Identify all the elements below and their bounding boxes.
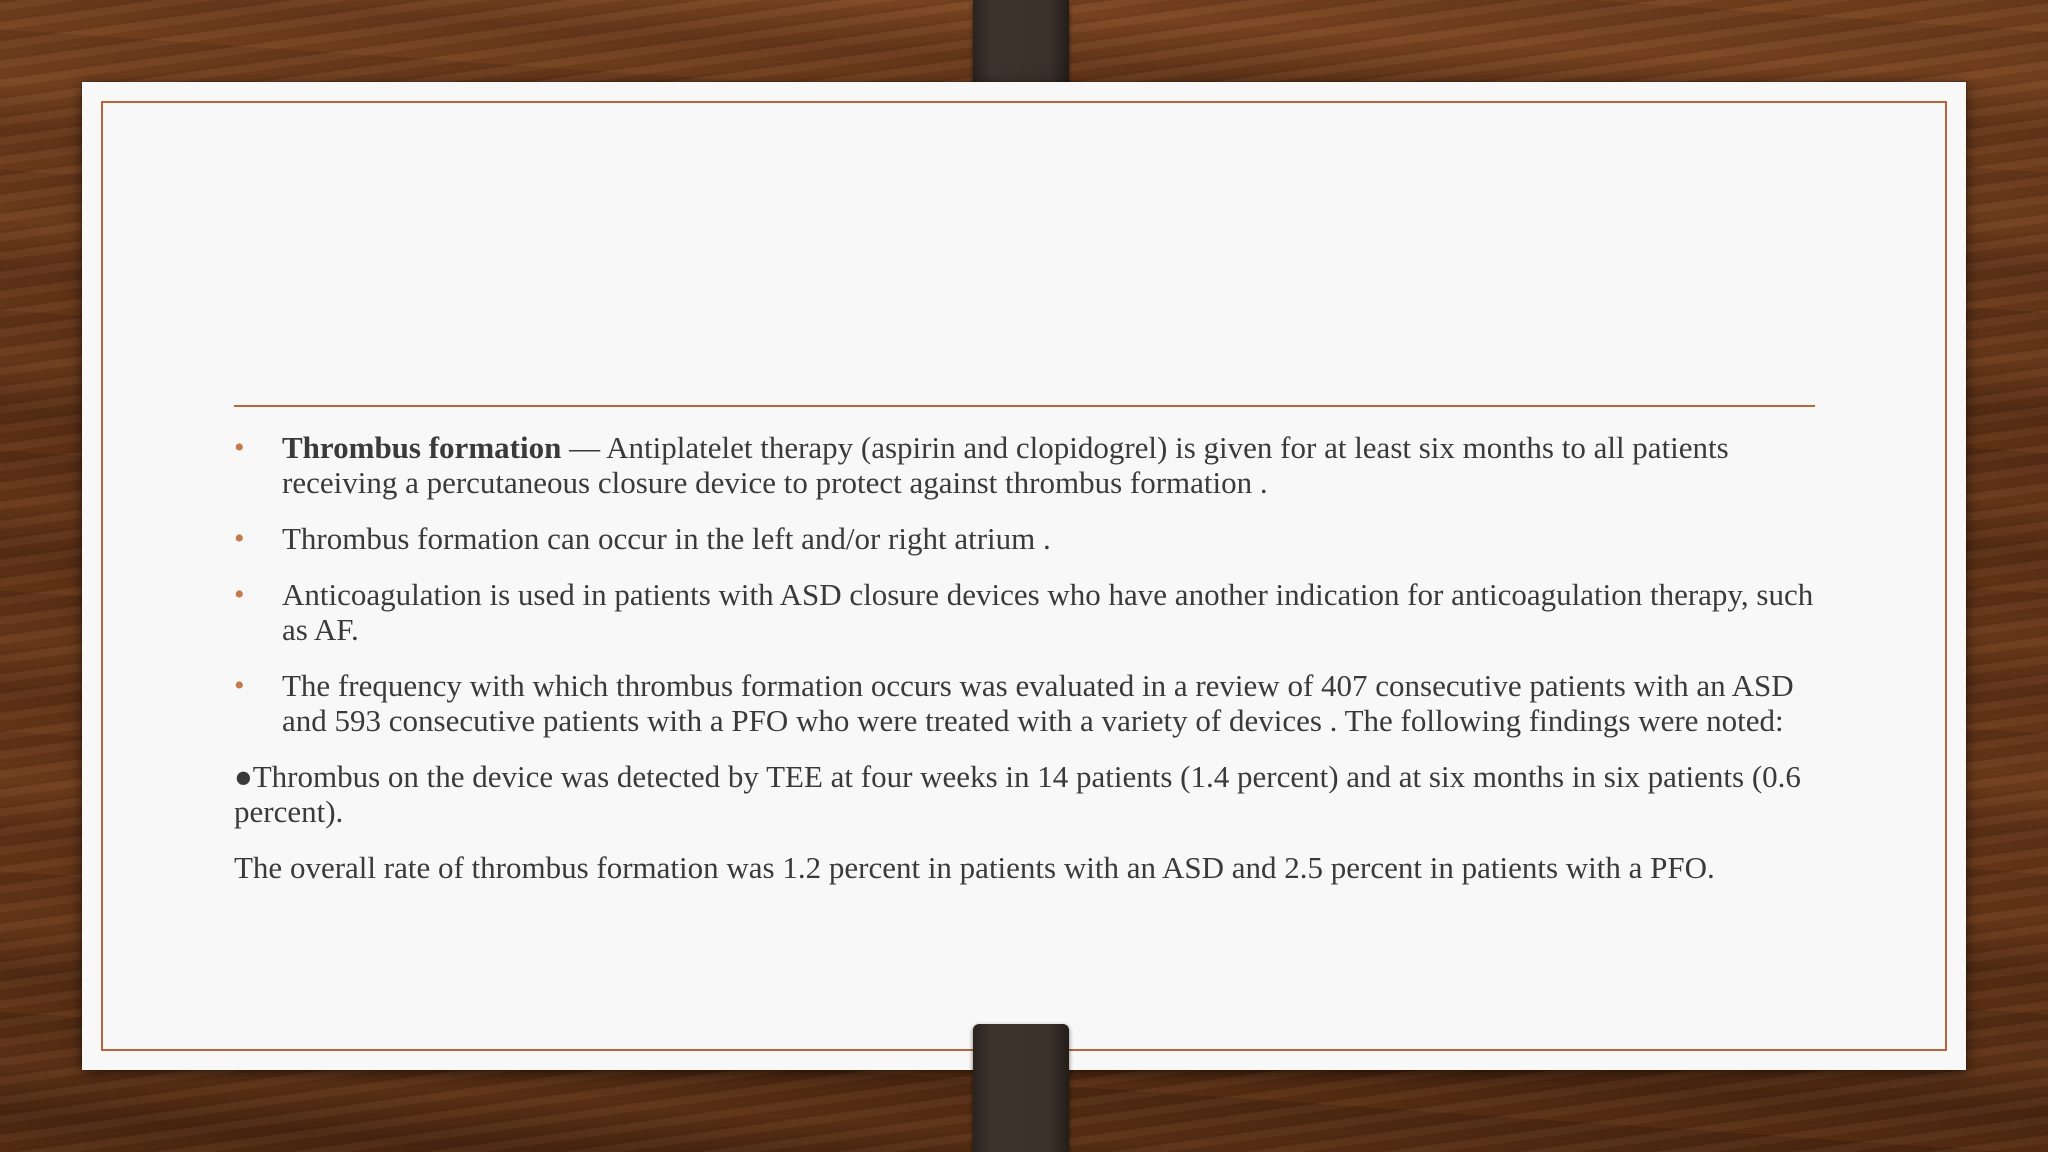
strap-bottom bbox=[973, 1024, 1069, 1152]
bullet-item bbox=[234, 430, 1824, 500]
bullet-text: Thrombus formation can occur in the left and/or right atrium . bbox=[282, 521, 1051, 556]
bullet-text: The frequency with which thrombus formation occurs was evaluated in a review of 407 consecutive patients with an ASD and 593 consecutive patients with a PFO who were treated with a variety of devices . The following findings were noted: bbox=[282, 668, 1794, 738]
bullet-text: — Antiplatelet therapy (aspirin and clopidogrel) is given for at least six months to all patients receiving a percutaneous closure device to protect against thrombus formation . bbox=[282, 430, 1729, 500]
bullet-text: Anticoagulation is used in patients with ASD closure devices who have another indication for anticoagulation therapy, such as AF. bbox=[282, 577, 1814, 647]
bullet-item bbox=[234, 577, 1824, 647]
bullet-dot-icon: • bbox=[234, 578, 245, 611]
slide-body bbox=[234, 430, 1824, 906]
bullet-dot-icon: • bbox=[234, 669, 245, 702]
bullet-dot-icon: • bbox=[234, 522, 245, 555]
summary-paragraph: The overall rate of thrombus formation was 1.2 percent in patients with an ASD and 2.5 percent in patients with a PFO. bbox=[234, 850, 1715, 885]
bullet-item bbox=[234, 668, 1824, 738]
bullet-item bbox=[234, 521, 1824, 556]
finding-paragraph: ●Thrombus on the device was detected by TEE at four weeks in 14 patients (1.4 percent) and at six months in six patients (0.6 percent). bbox=[234, 759, 1801, 829]
bullet-dot-icon: • bbox=[234, 431, 245, 464]
title-divider bbox=[234, 405, 1815, 407]
bullet-bold-lead: Thrombus formation bbox=[282, 430, 562, 465]
